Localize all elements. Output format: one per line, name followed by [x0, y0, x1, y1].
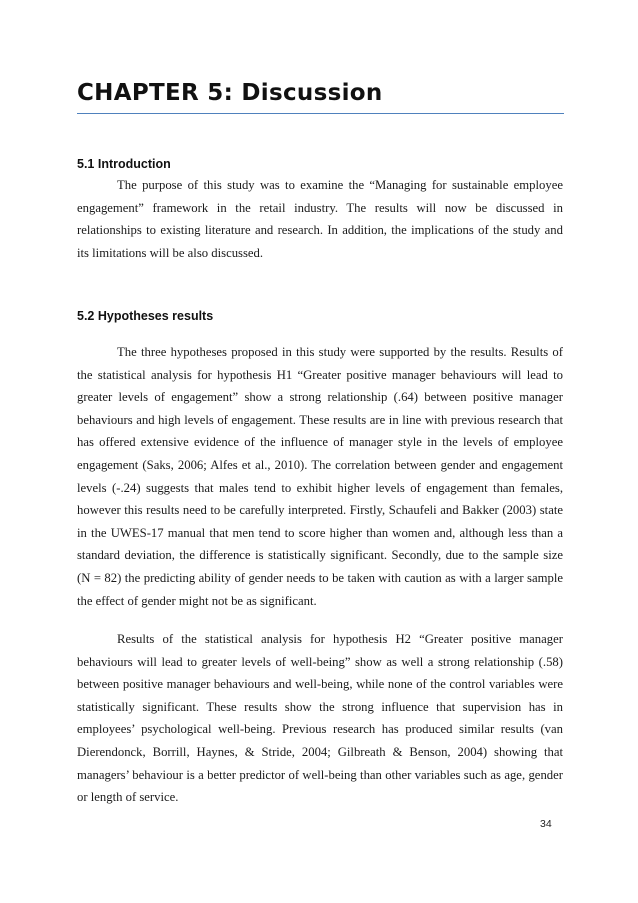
introduction-paragraph: The purpose of this study was to examine the “Managing for sustainable employee engagement” framework in the retail industry. The results will now be discussed in relationships to existing literature and research. In addition, the implications of the study and its limitations will be also discussed. — [77, 178, 563, 260]
hypothesis-h2-paragraph: Results of the statistical analysis for hypothesis H2 “Greater positive manager behaviours will lead to greater levels of well-being” show as well a strong relationship (.58) between positive manager behaviours and well-being, while none of the control variables were statistically significant. These results show the strong influence that supervision has in employees’ psychological well-being. Previous research has produced similar results (van Dierendonck, Borrill, Haynes, & Stride, 2004; Gilbreath & Benson, 2004) showing that managers’ behaviour is a better predictor of well-being than other variables such as age, gender or length of service. — [77, 632, 563, 805]
title-underline-rule — [77, 113, 564, 114]
page-number: 34 — [540, 818, 552, 830]
hypothesis-h1-paragraph: The three hypotheses proposed in this study were supported by the results. Results of the statistical analysis for hypothesis H1 “Greater positive manager behaviours will lead to greater levels of engagement” show a strong relationship (.64) between positive manager behaviours and high levels of engagement. These results are in line with previous research that has offered extensive evidence of the influence of manager style in the levels of employee engagement (Saks, 2006; Alfes et al., 2010). The correlation between gender and engagement levels (-.24) suggests that males tend to exhibit higher levels of engagement than females, however this results need to be carefully interpreted. Firstly, Schaufeli and Bakker (2003) state in the UWES-17 manual that men tend to score higher than women and, although less than a standard deviation, the difference is statistically significant. Secondly, due to the sample size (N = 82) the predicting ability of gender needs to be taken with caution as with a larger sample the effect of gender might not be as significant. — [77, 345, 563, 608]
section-heading-introduction: 5.1 Introduction — [77, 157, 171, 171]
section-heading-hypotheses-results: 5.2 Hypotheses results — [77, 309, 214, 323]
chapter-title: CHAPTER 5: Discussion — [77, 80, 383, 106]
